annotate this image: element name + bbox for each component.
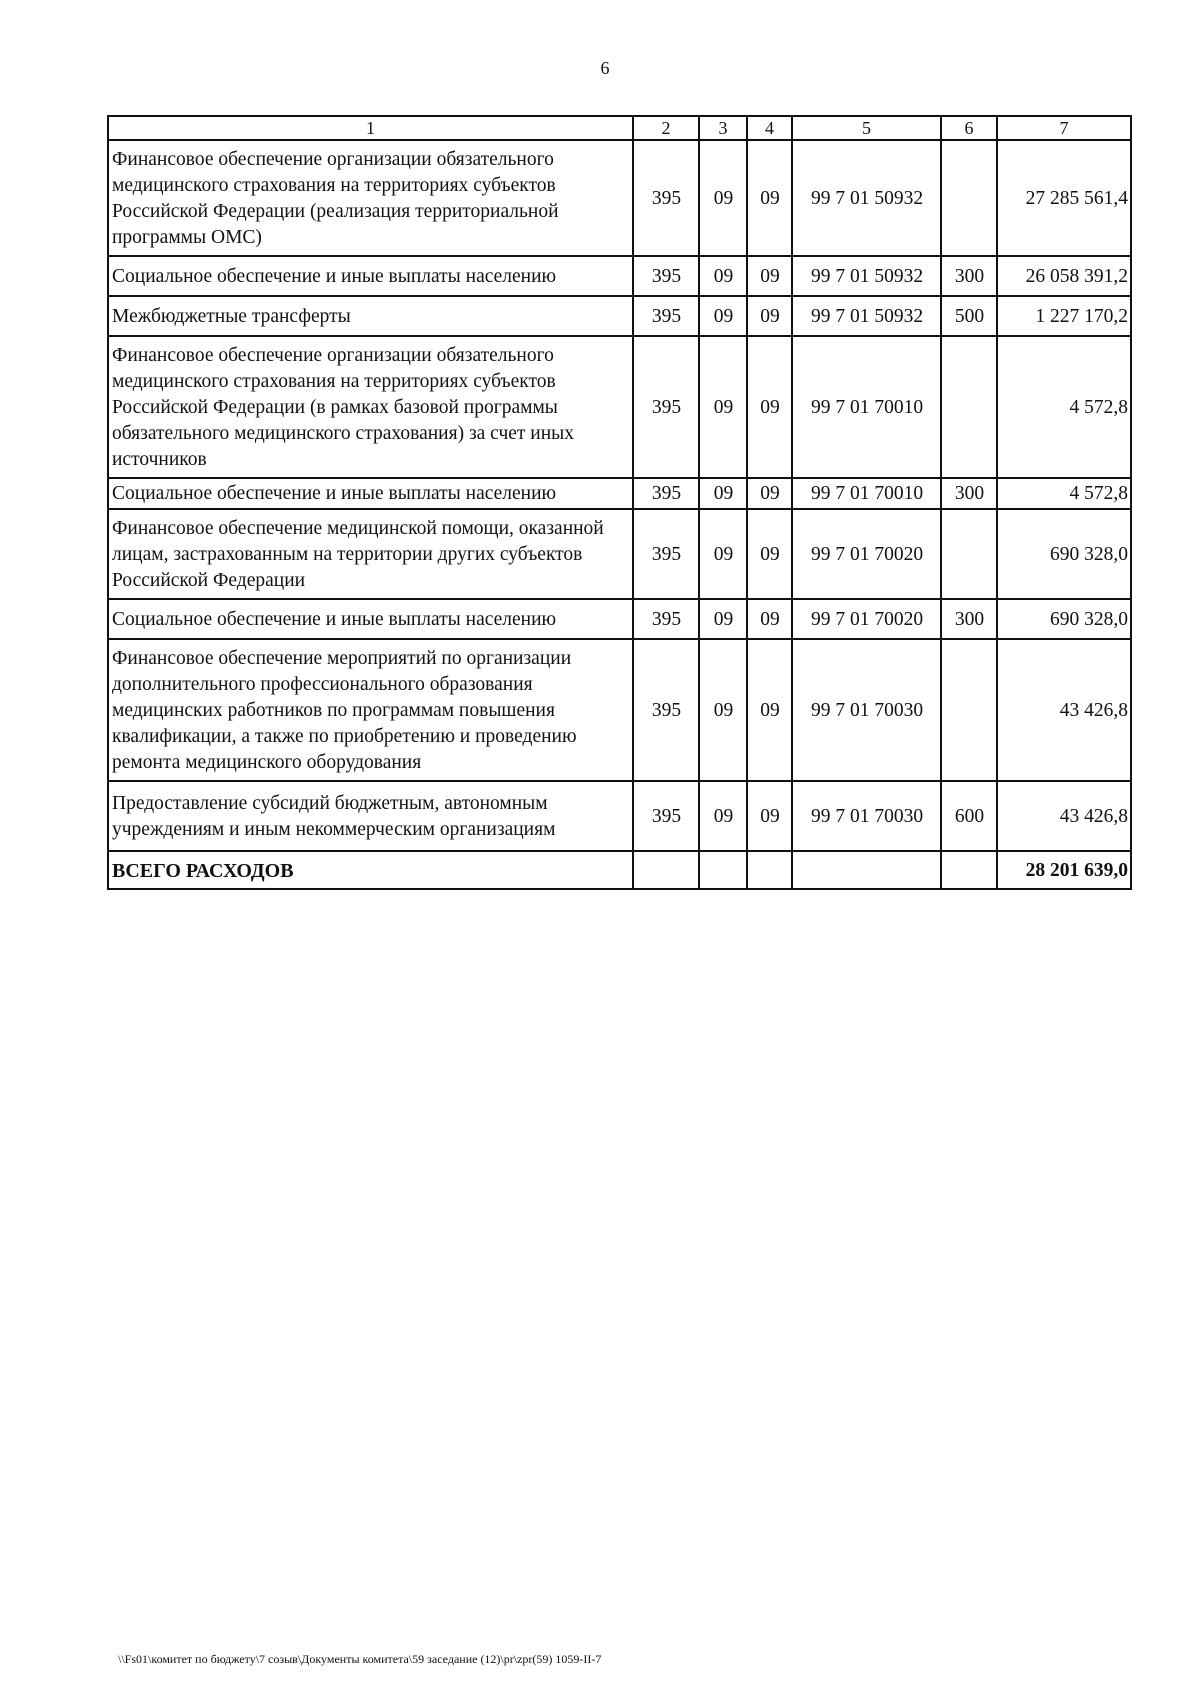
row-section-code: 09 bbox=[699, 781, 747, 851]
row-expense-type bbox=[941, 639, 997, 781]
table-row bbox=[108, 296, 1131, 336]
row-subsection-code: 09 bbox=[747, 140, 792, 256]
table-header-row bbox=[108, 116, 1131, 140]
row-target-code: 99 7 01 70030 bbox=[792, 781, 941, 851]
row-amount: 27 285 561,4 bbox=[997, 140, 1131, 256]
row-subsection-code: 09 bbox=[747, 781, 792, 851]
row-name: Финансовое обеспечение организации обязательного медицинского страхования на территориях субъектов Российской Федерации (реализация территориальной программы ОМС) bbox=[108, 140, 633, 256]
header-col-7: 7 bbox=[997, 116, 1131, 140]
row-name: Межбюджетные трансферты bbox=[108, 296, 633, 336]
row-name: Предоставление субсидий бюджетным, автономным учреждениям и иным некоммерческим организациям bbox=[108, 781, 633, 851]
table-row bbox=[108, 639, 1131, 781]
table-row bbox=[108, 140, 1131, 256]
total-empty-cell bbox=[747, 851, 792, 889]
row-amount: 690 328,0 bbox=[997, 509, 1131, 599]
row-ministry-code: 395 bbox=[633, 639, 699, 781]
row-name: Социальное обеспечение и иные выплаты населению bbox=[108, 599, 633, 639]
table-row bbox=[108, 336, 1131, 478]
row-section-code: 09 bbox=[699, 336, 747, 478]
row-section-code: 09 bbox=[699, 639, 747, 781]
row-target-code: 99 7 01 50932 bbox=[792, 256, 941, 296]
row-name: Финансовое обеспечение мероприятий по организации дополнительного профессионального образования медицинских работников по программам повышения квалификации, а также по приобретению и проведению ремонта медицинского оборудования bbox=[108, 639, 633, 781]
table-row bbox=[108, 781, 1131, 851]
row-name: Финансовое обеспечение медицинской помощи, оказанной лицам, застрахованным на территории других субъектов Российской Федерации bbox=[108, 509, 633, 599]
table-row bbox=[108, 478, 1131, 509]
row-expense-type: 300 bbox=[941, 478, 997, 509]
expenditure-table bbox=[107, 115, 1132, 890]
row-ministry-code: 395 bbox=[633, 140, 699, 256]
row-name: Социальное обеспечение и иные выплаты населению bbox=[108, 478, 633, 509]
row-ministry-code: 395 bbox=[633, 336, 699, 478]
total-label: ВСЕГО РАСХОДОВ bbox=[108, 851, 633, 889]
row-ministry-code: 395 bbox=[633, 599, 699, 639]
row-target-code: 99 7 01 70030 bbox=[792, 639, 941, 781]
row-expense-type bbox=[941, 509, 997, 599]
row-subsection-code: 09 bbox=[747, 256, 792, 296]
row-target-code: 99 7 01 50932 bbox=[792, 296, 941, 336]
row-section-code: 09 bbox=[699, 509, 747, 599]
table-row bbox=[108, 599, 1131, 639]
footer-file-path: \\Fs01\комитет по бюджету\7 созыв\Документы комитета\59 заседание (12)\pr\zpr(59) 1059-II-7 bbox=[118, 1652, 602, 1666]
row-amount: 4 572,8 bbox=[997, 336, 1131, 478]
row-ministry-code: 395 bbox=[633, 296, 699, 336]
row-expense-type: 300 bbox=[941, 599, 997, 639]
header-col-5: 5 bbox=[792, 116, 941, 140]
row-target-code: 99 7 01 50932 bbox=[792, 140, 941, 256]
row-name: Социальное обеспечение и иные выплаты населению bbox=[108, 256, 633, 296]
total-empty-cell bbox=[792, 851, 941, 889]
row-section-code: 09 bbox=[699, 599, 747, 639]
row-section-code: 09 bbox=[699, 478, 747, 509]
row-section-code: 09 bbox=[699, 140, 747, 256]
row-amount: 43 426,8 bbox=[997, 781, 1131, 851]
row-ministry-code: 395 bbox=[633, 781, 699, 851]
row-expense-type: 600 bbox=[941, 781, 997, 851]
row-amount: 43 426,8 bbox=[997, 639, 1131, 781]
row-expense-type bbox=[941, 336, 997, 478]
header-col-4: 4 bbox=[747, 116, 792, 140]
row-subsection-code: 09 bbox=[747, 599, 792, 639]
row-subsection-code: 09 bbox=[747, 509, 792, 599]
table-row bbox=[108, 256, 1131, 296]
row-subsection-code: 09 bbox=[747, 336, 792, 478]
header-col-6: 6 bbox=[941, 116, 997, 140]
row-target-code: 99 7 01 70010 bbox=[792, 478, 941, 509]
total-empty-cell bbox=[633, 851, 699, 889]
row-subsection-code: 09 bbox=[747, 478, 792, 509]
row-expense-type: 500 bbox=[941, 296, 997, 336]
page-number: 6 bbox=[600, 58, 610, 78]
row-target-code: 99 7 01 70010 bbox=[792, 336, 941, 478]
total-value: 28 201 639,0 bbox=[997, 851, 1131, 889]
row-subsection-code: 09 bbox=[747, 639, 792, 781]
header-col-2: 2 bbox=[633, 116, 699, 140]
header-col-1: 1 bbox=[108, 116, 633, 140]
total-empty-cell bbox=[941, 851, 997, 889]
row-ministry-code: 395 bbox=[633, 509, 699, 599]
header-col-3: 3 bbox=[699, 116, 747, 140]
row-target-code: 99 7 01 70020 bbox=[792, 509, 941, 599]
table-row bbox=[108, 509, 1131, 599]
row-amount: 1 227 170,2 bbox=[997, 296, 1131, 336]
row-expense-type: 300 bbox=[941, 256, 997, 296]
row-section-code: 09 bbox=[699, 256, 747, 296]
total-row bbox=[108, 851, 1131, 889]
row-subsection-code: 09 bbox=[747, 296, 792, 336]
row-ministry-code: 395 bbox=[633, 256, 699, 296]
row-section-code: 09 bbox=[699, 296, 747, 336]
total-empty-cell bbox=[699, 851, 747, 889]
row-expense-type bbox=[941, 140, 997, 256]
row-amount: 690 328,0 bbox=[997, 599, 1131, 639]
row-amount: 26 058 391,2 bbox=[997, 256, 1131, 296]
row-target-code: 99 7 01 70020 bbox=[792, 599, 941, 639]
row-ministry-code: 395 bbox=[633, 478, 699, 509]
row-amount: 4 572,8 bbox=[997, 478, 1131, 509]
row-name: Финансовое обеспечение организации обязательного медицинского страхования на территориях субъектов Российской Федерации (в рамках базовой программы обязательного медицинского страхования) за счет иных источников bbox=[108, 336, 633, 478]
